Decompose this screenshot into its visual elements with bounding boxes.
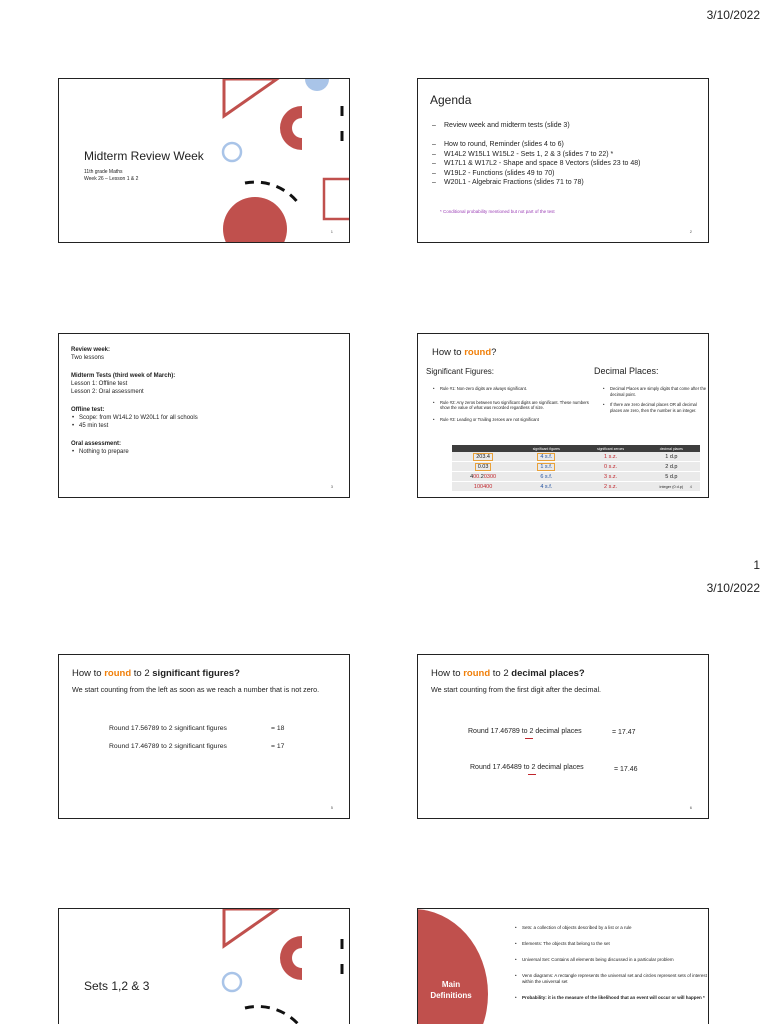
example-text: Round 17.46789 to 2 decimal places [468, 728, 582, 735]
title-text: How to [432, 347, 465, 358]
agenda-note: * Conditional probability mentioned but not part of the test [440, 209, 555, 214]
title-text: to 2 [131, 668, 153, 679]
definition-item: • Elements: The objects that belong to the set [522, 941, 709, 947]
midterm-heading: Midterm Tests (third week of March): [71, 373, 176, 379]
table-row [452, 472, 700, 482]
slide-round-decimal-places [417, 654, 709, 819]
cell-sz: 2 s.z. [578, 482, 642, 492]
page-number: 1 [753, 558, 760, 572]
definitions-circle [417, 909, 488, 1024]
circle-title: Main Definitions [430, 980, 472, 1000]
midterm-line: Lesson 1: Offline test [71, 381, 128, 387]
table-header: significant zeroes [578, 445, 642, 452]
slide-title [431, 668, 585, 679]
slide-main-definitions [417, 908, 709, 1024]
example-text: Round 17.56789 to 2 significant figures [109, 725, 227, 732]
cell-dp: 2 d.p [643, 462, 700, 472]
agenda-item: – W14L2 W15L1 W15L2 - Sets 1, 2 & 3 (slides 7 to 22) * [444, 150, 641, 160]
table-row [452, 462, 700, 472]
slide-number: 6 [689, 805, 692, 810]
rule-item: • Rule #3: Leading or Trailing zeroes are not significant [440, 417, 590, 423]
cell-number: 203.4 [476, 453, 490, 460]
slide-title-midterm [58, 78, 350, 243]
slide-number: 2 [689, 229, 692, 234]
agenda-item: – Review week and midterm tests (slide 3) [444, 121, 570, 130]
cell-number: 400.20300 [452, 472, 514, 482]
title-highlight: round [463, 668, 491, 679]
title-text: How to [72, 668, 105, 679]
agenda-item: – How to round, Reminder (slides 4 to 6) [444, 140, 641, 150]
page-date-top: 3/10/2022 [706, 8, 760, 22]
cell-sf: 4 s.f. [514, 482, 578, 492]
agenda-item: – W19L2 - Functions (slides 49 to 70) [444, 169, 641, 179]
cell-dp: 5 d.p [643, 472, 700, 482]
title-highlight: round [464, 347, 492, 358]
cell-sz: 3 s.z. [578, 472, 642, 482]
slide-description: We start counting from the left as soon as we reach a number that is not zero. [72, 685, 320, 694]
slide-title: Midterm Review Week [84, 149, 204, 163]
rule-item: • Rule #1: Non-zero digits are always significant. [440, 386, 590, 392]
review-line: Two lessons [71, 355, 105, 361]
title-text: ? [491, 347, 497, 358]
slide-title: Sets 1,2 & 3 [84, 979, 150, 993]
definition-item: • Probability: it is the measure of the likelihood that an event will occur or will happen * [522, 995, 709, 1001]
oral-heading: Oral assessment: [71, 441, 122, 447]
cell-sz: 0 s.z. [578, 462, 642, 472]
sf-heading: Significant Figures: [426, 367, 495, 376]
oral-list [71, 448, 198, 456]
midterm-line: Lesson 2: Oral assessment [71, 389, 144, 395]
slide-title: Agenda [430, 93, 472, 107]
offline-item: • 45 min test [79, 422, 198, 430]
offline-item: • Scope: from W14L2 to W20L1 for all schools [79, 414, 198, 422]
example-answer: = 17.46 [614, 766, 638, 773]
slide-round-sig-figs [58, 654, 350, 819]
cell-number: 100400 [452, 482, 514, 492]
slide-title [432, 347, 496, 358]
definition-item: • Sets: a collection of objects described by a list or a rule [522, 925, 709, 931]
slide-review-week [58, 333, 350, 498]
table-row [452, 482, 700, 492]
rule-item: • Rule #2: Any zeros between two significant digits are significant. These numbers show the value of what was recorded regardless of size. [440, 400, 590, 411]
review-content [71, 346, 198, 456]
table-row [452, 452, 700, 462]
slide-number: 3 [330, 484, 333, 489]
dp-item: • If there are zero decimal places OR all decimal places are zero, then the number is an integer. [610, 402, 709, 413]
offline-list [71, 414, 198, 430]
cell-sf: 4 s.f. [540, 453, 553, 460]
definitions-list [514, 925, 709, 1001]
cell-dp: integer (0 d.p) [643, 482, 700, 492]
example-answer: = 17.47 [612, 729, 636, 736]
title-highlight: round [104, 668, 132, 679]
slide-description: We start counting from the first digit after the decimal. [431, 685, 602, 694]
cell-sf: 6 s.f. [514, 472, 578, 482]
slide-subtitle-week: Week 26 – Lesson 1 & 2 [84, 176, 139, 182]
cell-sf: 1 s.f. [540, 463, 553, 470]
definition-item: • Universal Set: Contains all elements being discussed in a particular problem [522, 957, 709, 963]
underline-mark [525, 738, 533, 739]
slide-number: 5 [330, 805, 333, 810]
dp-bullets [602, 386, 709, 413]
example-text: Round 17.46789 to 2 significant figures [109, 743, 227, 750]
oral-item: • Nothing to prepare [79, 448, 198, 456]
cell-sz: 1 s.z. [578, 452, 642, 462]
title-bold: decimal places? [511, 668, 585, 679]
underline-mark [528, 774, 536, 775]
table-header [452, 445, 514, 452]
title-text: How to [431, 668, 464, 679]
slide-subtitle-grade: 11th grade Maths [84, 169, 123, 175]
rounding-table [452, 445, 700, 492]
table-header: decimal places [643, 445, 700, 452]
slide-number: 4 [689, 484, 692, 489]
example-text: Round 17.46489 to 2 decimal places [470, 764, 584, 771]
dp-heading: Decimal Places: [594, 366, 659, 376]
agenda-list [430, 140, 641, 188]
example-answer: = 17 [271, 743, 285, 750]
slide-agenda [417, 78, 709, 243]
cell-dp: 1 d.p [643, 452, 700, 462]
decorative-shapes [59, 909, 350, 1024]
agenda-item: – W20L1 - Algebraic Fractions (slides 71 to 78) [444, 178, 641, 188]
offline-heading: Offline test: [71, 407, 105, 413]
slide-number: 1 [330, 229, 333, 234]
dp-item: • Decimal Places are simply digits that come after the decimal point. [610, 386, 709, 397]
page-date-mid: 3/10/2022 [706, 581, 760, 595]
table-header: significant figures [514, 445, 578, 452]
example-answer: = 18 [271, 725, 285, 732]
definition-item: • Venn diagrams: A rectangle represents the universal set and circles represent sets of interest within the universal set [522, 973, 709, 985]
title-text: to 2 [490, 668, 512, 679]
cell-number: 0.03 [477, 463, 489, 470]
agenda-item: – W17L1 & W17L2 - Shape and space 8 Vectors (slides 23 to 48) [444, 159, 641, 169]
slide-how-to-round [417, 333, 709, 498]
slide-title [72, 668, 240, 679]
title-bold: significant figures? [152, 668, 240, 679]
agenda-list-first [430, 121, 570, 130]
slide-title-sets [58, 908, 350, 1024]
review-heading: Review week: [71, 347, 111, 353]
sf-rules [432, 386, 590, 422]
